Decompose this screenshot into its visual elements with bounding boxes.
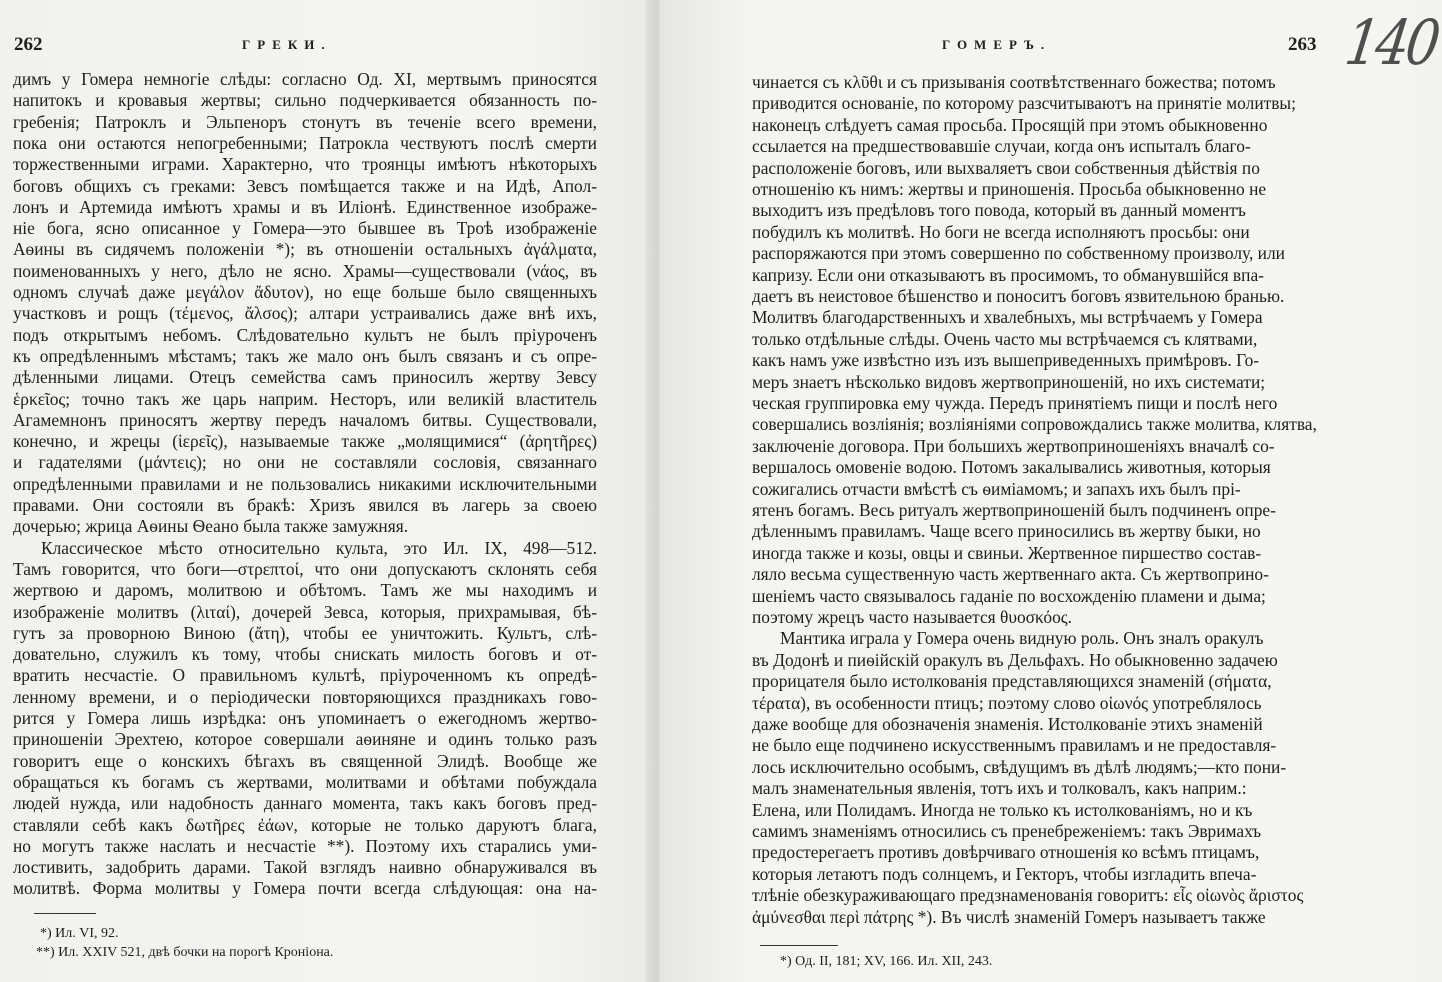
text-line: напитокъ и кровавыя жертвы; сильно подчеркивается обязанность по- — [13, 90, 597, 111]
text-line: димъ у Гомера немногіе слѣды: согласно Од. XI, мертвымъ приносятся — [13, 69, 597, 89]
text-line: ленному времени, и о періодически повторяющихся праздникахъ гово- — [13, 686, 597, 707]
running-head: ГРЕКИ. — [242, 37, 332, 52]
text-line: одномъ случаѣ даже μεγάλον ἄδυτον), но еще больше было священныхъ — [13, 282, 597, 302]
text-line: Мантика играла у Гомера очень видную роль. Онъ зналъ оракулъ — [780, 628, 1264, 649]
footnote-rule — [34, 913, 96, 914]
footnote: *) Ил. VI, 92. — [40, 926, 119, 941]
text-line: ніе бога, ясно описанное у Гомера—это бывшее въ Троѣ изображеніе — [13, 218, 597, 239]
text-line: которыя летаютъ подъ солнцемъ, и Гекторъ, чтобы изгладить впеча- — [752, 863, 1257, 884]
text-line: заключеніе договора. При большихъ жертвоприношеніяхъ вначалѣ со- — [752, 435, 1275, 456]
text-line: только отдѣльные слѣды. Очень часто мы встрѣчаемся съ клятвами, — [752, 328, 1258, 349]
left-page — [0, 0, 650, 982]
footnote: **) Ил. XXIV 521, двѣ бочки на порогѣ Кроніона. — [36, 945, 334, 960]
text-line: ἑρκεῖος; точно такъ же царь наприм. Несторъ, или великій властитель — [13, 388, 597, 409]
text-line: жертвою и даромъ, молитвою и обѣтомъ. Тамъ же мы находимъ и — [13, 580, 597, 601]
footnote: *) Од. II, 181; XV, 166. Ил. XII, 243. — [780, 954, 993, 969]
text-line: распоряжаются при этомъ совершенно по собственному произволу, или — [752, 243, 1285, 264]
text-line: въ Додонѣ и пиѳійскій оракулъ въ Дельфахъ. Но обыкновенно задачею — [752, 649, 1278, 670]
text-line: ятенъ богамъ. Весь ритуалъ жертвоприношеній былъ подчиненъ опре- — [752, 500, 1276, 520]
text-line: даже вообще для обозначенія знаменія. Истолкованіе этихъ знаменій — [752, 714, 1263, 734]
text-line: не было еще подчинено искусственнымъ правиламъ и не предоставля- — [752, 735, 1277, 756]
text-line: гутъ за проворною Виною (ἄτη), чтобы ее уничтожить. Культъ, слѣ- — [13, 622, 597, 643]
text-line: ссылается на предшествовавшіе случаи, когда онъ испыталъ благо- — [752, 136, 1251, 157]
text-line: вратить несчастіе. О правильномъ культѣ, пріуроченномъ къ опредѣ- — [13, 665, 597, 686]
text-line: приводится основаніе, по которому разсчитываютъ на принятіе молитвы; — [752, 93, 1296, 114]
text-line: лостивить, задобрить дарами. Такой взглядъ наивно обнаруживался въ — [13, 857, 597, 878]
text-line: малъ знаменательныя явленія, тотъ ихъ и толковалъ, какъ наприм.: — [752, 778, 1247, 799]
text-line: дочерью; жрица Аѳины Ѳеано была также замужняя. — [13, 516, 409, 537]
text-line: Елена, или Полидамъ. Иногда не только къ истолкованіямъ, но и къ — [752, 799, 1253, 820]
text-line: даетъ въ неистовое бѣшенство и поноситъ боговъ язвительною бранью. — [752, 286, 1285, 306]
text-line: Аѳины въ сидячемъ положеніи *); въ отношеніи остальныхъ ἀγάλματα, — [13, 239, 597, 260]
text-line: ставляли себѣ какъ δωτῆρες ἐάων, которые не только даруютъ блага, — [13, 814, 597, 835]
text-line: Молитвъ благодарственныхъ и хвалебныхъ, мы встрѣчаемъ у Гомера — [752, 307, 1263, 328]
text-line: людей нужда, или надобность даннаго момента, такъ какъ боговъ пред- — [13, 793, 597, 814]
text-line: прорицателя было истолкованія представляющихся знаменій (σήματα, — [752, 671, 1272, 692]
text-line: но могутъ также наслать и несчастіе **). Поэтому ихъ старались уми- — [13, 835, 597, 856]
text-line: тлѣніе обезкураживающаго предзнаменованія говоритъ: εἷς οἰωνὸς ἄριστος — [752, 885, 1304, 906]
text-line: изображеніе молитвъ (λιταί), дочерей Зевса, которыя, прихрамывая, бѣ- — [13, 601, 597, 622]
text-line: какъ намъ уже извѣстно изъ изъ вышеприведенныхъ примѣровъ. Го- — [752, 350, 1260, 371]
text-line: капризу. Если они отказываютъ въ просимомъ, то обманувшійся впа- — [752, 264, 1264, 285]
text-line: сожигались отчасти вмѣстѣ съ ѳиміамомъ; и запахъ ихъ былъ прі- — [752, 478, 1241, 499]
text-line: гребенія; Патроклъ и Эльпеноръ стонутъ въ теченіе всего времени, — [13, 111, 597, 132]
text-line: дѣленными лицами. Отецъ семейства самъ приносилъ жертву Зевсу — [13, 367, 597, 388]
text-line: ческая группировка ему чужда. Передъ принятіемъ пищи и послѣ него — [752, 393, 1278, 413]
text-line: побудилъ къ молитвѣ. Но боги не всегда исполняютъ просьбы: они — [752, 221, 1250, 242]
footnote-rule — [760, 945, 838, 946]
text-line: довательно, служилъ къ тому, чтобы снискать милость боговъ и от- — [13, 644, 597, 665]
text-line: ляло весьма существенную часть жертвеннаго акта. Съ жертвоприно- — [752, 564, 1269, 585]
text-line: вершалось омовеніе водою. Потомъ закалывались животныя, которыя — [752, 457, 1271, 478]
text-line: поименованныхъ у него, дѣло не ясно. Храмы—существовали (νάος, въ — [13, 260, 597, 281]
text-line: наконецъ слѣдуетъ самая просьба. Просящій при этомъ обыкновенно — [752, 114, 1268, 135]
text-line: шеніемъ часто связывалось гаданіе по восхожденію пламени и дыма; — [752, 585, 1266, 606]
text-line: участковъ и рощъ (τέμενος, ἄλσος); алтари устраивались даже внѣ ихъ, — [13, 303, 597, 324]
text-line: торжественными играми. Характерно, что троянцы имѣютъ нѣкоторыхъ — [13, 154, 597, 175]
text-line: къ опредѣленнымъ мѣстамъ; такъ же мало онъ былъ связанъ и съ опре- — [13, 345, 597, 366]
text-line: молитвѣ. Форма молитвы у Гомера почти всегда слѣдующая: она на- — [13, 878, 597, 899]
text-line: приношеніи Эрехтею, которое совершали аѳиняне и одинъ только разъ — [13, 729, 597, 750]
text-line: отношенію къ нимъ: жертвы и приношенія. Просьба обыкновенно не — [752, 179, 1267, 199]
text-line: обращаться къ богамъ съ жертвами, молитвами и обѣтами побуждала — [13, 771, 597, 792]
text-line: ἀμύνεσθαι περὶ πάτρης *). Въ числѣ знаменій Гомеръ называетъ также — [752, 906, 1266, 927]
text-line: Агамемнонъ приносятъ жертву передъ началомъ битвы. Существовали, — [13, 409, 597, 430]
text-line: τέρατα), въ особенности птицъ; поэтому слово οἰωνός употреблялось — [752, 692, 1262, 713]
text-line: дѣленнымъ правиламъ. Чаще всего приносились въ жертву быки, но — [752, 521, 1261, 542]
text-line: и гадателями (μάντεις); но они не составляли сословія, связаннаго — [13, 452, 597, 473]
text-line: правами. Они состояли въ бракѣ: Хризъ явился въ лагерь за своею — [13, 495, 597, 515]
text-line: лонъ и Артемида имѣютъ храмы и въ Иліонѣ. Единственное изображе- — [13, 196, 597, 217]
running-head: ГОМЕРЪ. — [942, 37, 1052, 52]
text-line: меръ знаетъ нѣсколько видовъ жертвоприношеній, но ихъ системати; — [752, 371, 1266, 392]
text-line: Тамъ говорится, что боги—στρεπτοί, что они допускаютъ склонять себя — [13, 558, 597, 579]
handwritten-note: 140 — [1340, 6, 1442, 79]
text-line: выходитъ изъ предѣловъ того повода, который въ данный моментъ — [752, 200, 1246, 221]
text-line: боговъ общихъ съ греками: Зевсъ помѣщается также и на Идѣ, Апол- — [13, 175, 597, 196]
text-line: рится у Гомера лишь изрѣдка: онъ упоминаетъ о ежегодномъ жертво- — [13, 708, 597, 728]
text-line: иногда также и козы, овцы и свиньи. Жертвенное пиршество состав- — [752, 542, 1262, 563]
text-line: пока они остаются непогребенными; Патрокла чествуютъ послѣ смерти — [13, 132, 597, 153]
text-line: лось исключительно особымъ, свѣдущимъ въ дѣлѣ людямъ;—кто пони- — [752, 756, 1287, 777]
text-line: совершались возліянія; возліяніями сопровождались также молитва, клятва, — [752, 414, 1317, 435]
text-line: опредѣленными правилами и не пользовались никакими исключительными — [13, 473, 597, 494]
text-line: говоритъ еще о конскихъ бѣгахъ въ священной Элидѣ. Вообще же — [13, 750, 597, 771]
text-line: поэтому жрецъ часто называется θυοσκόος. — [752, 607, 1073, 627]
text-line: чинается съ κλῦθι и съ призыванія соотвѣтственнаго божества; потомъ — [752, 72, 1276, 92]
right-page — [660, 0, 1410, 982]
text-line: Классическое мѣсто относительно культа, это Ил. IX, 498—512. — [41, 537, 597, 558]
text-line: расположеніе боговъ, или выхваляетъ свои собственныя дѣйствія по — [752, 157, 1260, 178]
text-line: подъ открытымъ небомъ. Слѣдовательно культъ не былъ пріуроченъ — [13, 324, 597, 345]
page-number: 263 — [1288, 34, 1317, 55]
page-number: 262 — [14, 34, 43, 55]
text-line: конечно, и жрецы (ἱερεῖς), называемые также „молящимися“ (ἀρητῆρες) — [13, 431, 597, 452]
text-line: самимъ знаменіямъ относились съ пренебреженіемъ: такъ Эвримахъ — [752, 821, 1262, 841]
text-line: предостерегаетъ противъ довѣрчиваго отношенія ко всѣмъ птицамъ, — [752, 842, 1260, 863]
